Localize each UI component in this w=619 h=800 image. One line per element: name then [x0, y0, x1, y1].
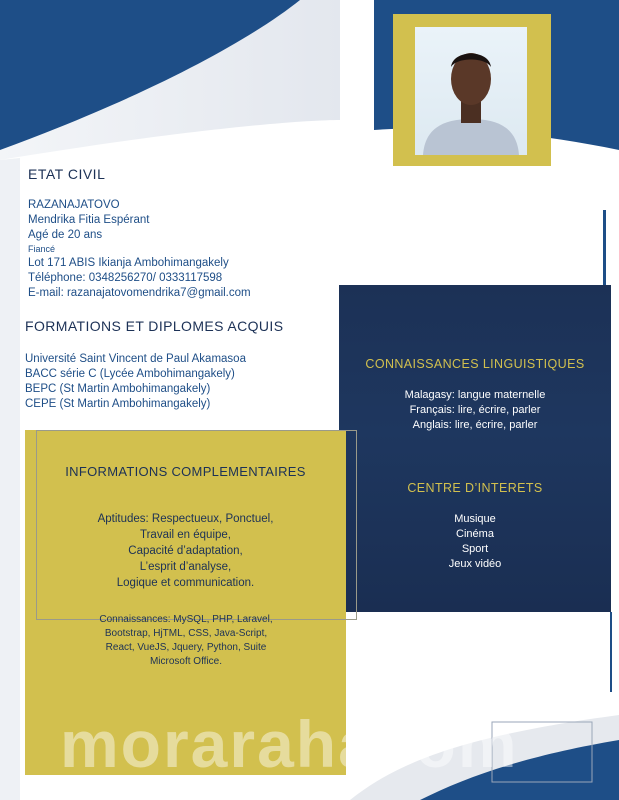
- watermark: morarahacom: [60, 707, 519, 781]
- aptitude-line: Logique et communication.: [116, 577, 255, 589]
- langue-item: Français: lire, écrire, parler: [409, 404, 541, 416]
- statut: Fiancé: [28, 244, 56, 254]
- profile-photo: [415, 27, 527, 155]
- linguistiques-title: CONNAISSANCES LINGUISTIQUES: [365, 357, 585, 371]
- formations-list: [25, 352, 246, 412]
- nom: RAZANAJATOVO: [28, 199, 120, 211]
- langue-item: Anglais: lire, écrire, parler: [412, 419, 538, 431]
- formation-item: BACC série C (Lycée Ambohimangakely): [25, 368, 235, 380]
- interet-item: Cinéma: [456, 528, 494, 540]
- adresse: Lot 171 ABIS Ikianja Ambohimangakely: [28, 257, 229, 269]
- interets-list: [339, 512, 611, 572]
- connaissances-list: [85, 613, 287, 669]
- langue-item: Malagasy: langue maternelle: [404, 389, 546, 401]
- aptitude-line: Capacité d’adaptation,: [128, 545, 243, 557]
- informations-title: INFORMATIONS COMPLEMENTAIRES: [65, 464, 306, 479]
- formation-item: CEPE (St Martin Ambohimangakely): [25, 398, 211, 410]
- etat-civil-title: ETAT CIVIL: [28, 166, 106, 182]
- right-vertical-line-lower: [610, 612, 612, 692]
- etat-civil-details: [28, 198, 251, 301]
- connaissance-line: React, VueJS, Jquery, Python, Suite: [105, 642, 267, 653]
- aptitudes-list: [25, 511, 346, 591]
- interet-item: Sport: [461, 543, 489, 555]
- telephone: Téléphone: 0348256270/ 0333117598: [28, 272, 223, 284]
- formations-title: FORMATIONS ET DIPLOMES ACQUIS: [25, 318, 284, 334]
- right-vertical-line: [603, 210, 606, 290]
- interet-item: Jeux vidéo: [448, 558, 502, 570]
- photo-frame: [393, 14, 551, 166]
- connaissance-line: Bootstrap, HjTML, CSS, Java-Script,: [104, 628, 268, 639]
- connaissance-line: Microsoft Office.: [149, 656, 223, 667]
- connaissance-line: Connaissances: MySQL, PHP, Laravel,: [99, 614, 273, 625]
- left-grey-strip: [0, 158, 20, 800]
- formation-item: Université Saint Vincent de Paul Akamasoa: [25, 353, 246, 365]
- linguistiques-list: [339, 388, 611, 433]
- interets-title: CENTRE D’INTERETS: [407, 481, 543, 495]
- age: Agé de 20 ans: [28, 229, 103, 241]
- formation-item: BEPC (St Martin Ambohimangakely): [25, 383, 211, 395]
- prenoms: Mendrika Fitia Espérant: [28, 214, 150, 226]
- aptitude-line: Travail en équipe,: [140, 529, 231, 541]
- interet-item: Musique: [454, 513, 496, 525]
- email: E-mail: razanajatovomendrika7@gmail.com: [28, 287, 251, 299]
- aptitude-line: Aptitudes: Respectueux, Ponctuel,: [97, 513, 274, 525]
- aptitude-line: L’esprit d’analyse,: [139, 561, 232, 573]
